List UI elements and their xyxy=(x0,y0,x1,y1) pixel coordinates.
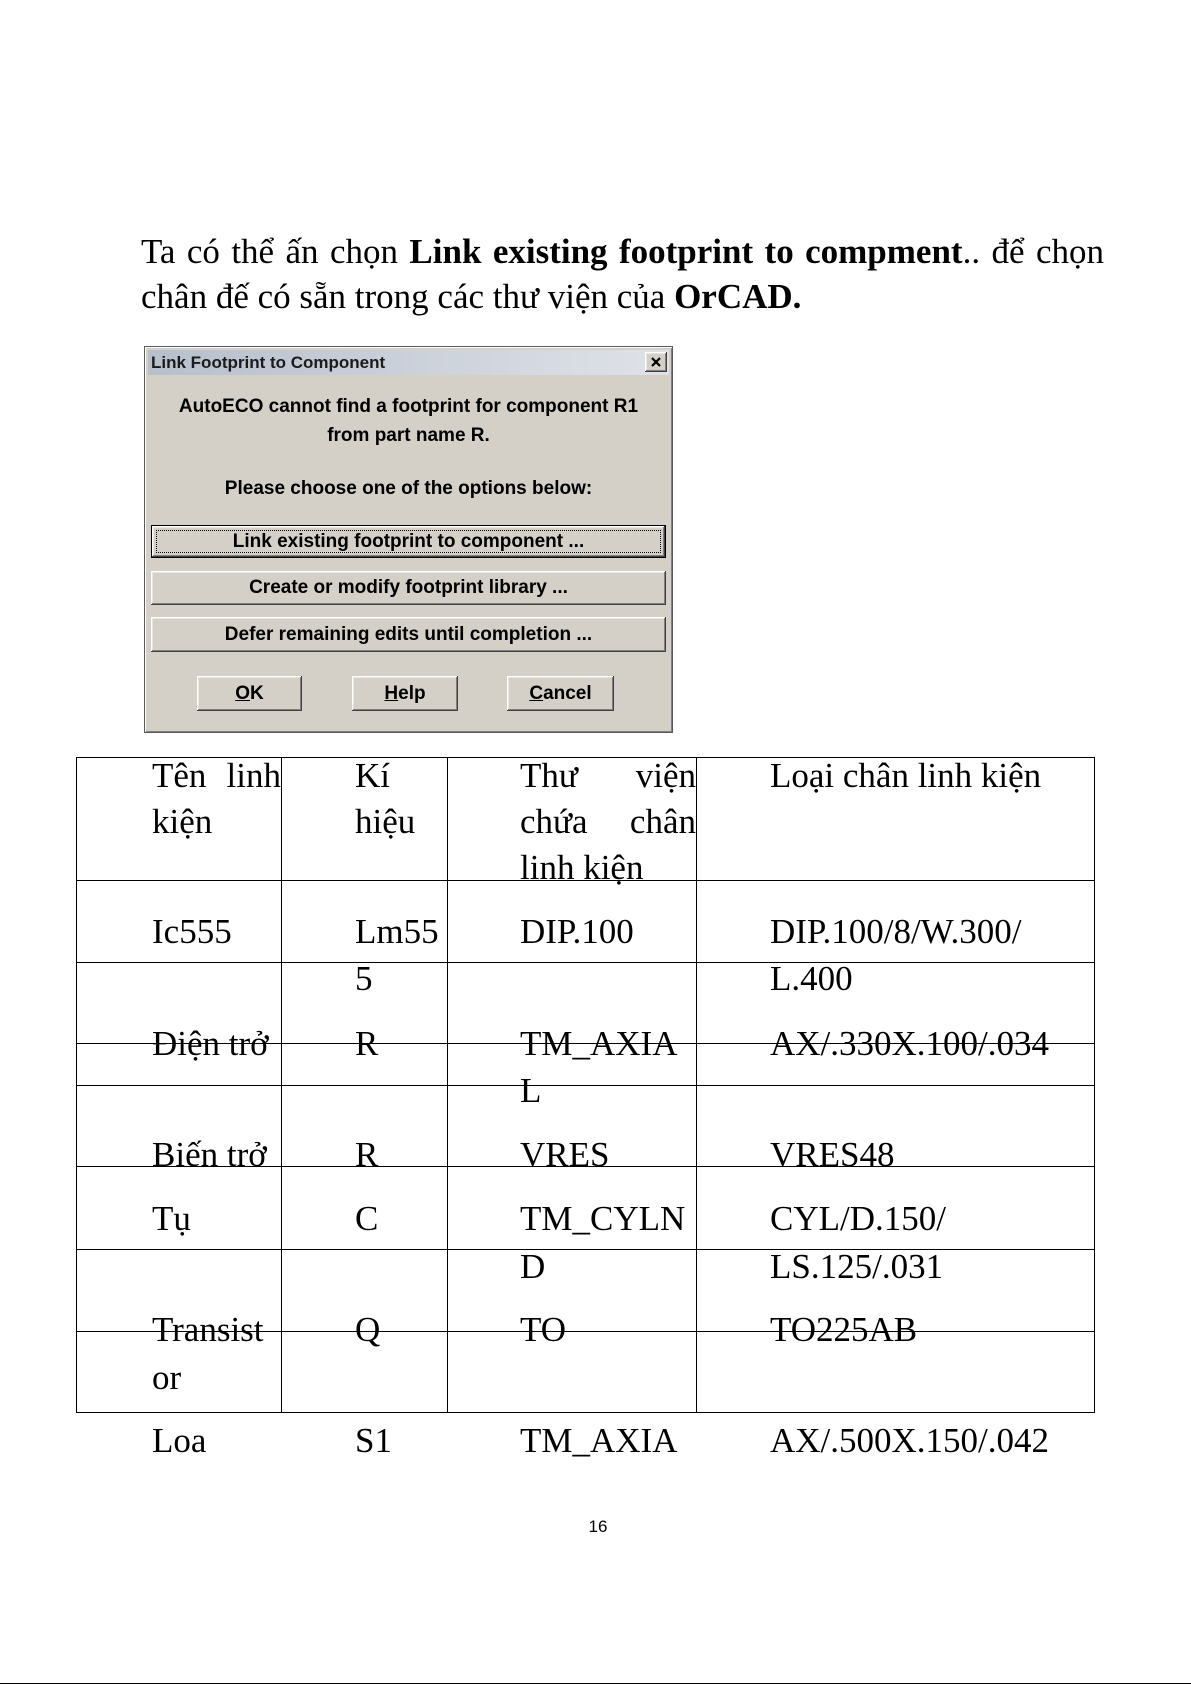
cell-library: TM_AXIA xyxy=(520,1421,678,1460)
cell-footprint: L.400 xyxy=(770,959,853,998)
cell-library: TO xyxy=(520,1310,567,1349)
header-library: linh kiện xyxy=(520,848,644,887)
dialog-message-line-1: AutoECO cannot find a footprint for component R1 xyxy=(178,396,639,417)
cell-component-name: Tụ xyxy=(152,1199,191,1238)
cell-symbol: Q xyxy=(355,1310,381,1349)
header-component-name: kiện xyxy=(152,802,213,841)
table-row-divider xyxy=(77,962,1094,963)
intro-bold-product-name: OrCAD. xyxy=(674,277,802,316)
cell-symbol: Lm55 xyxy=(355,912,439,951)
cell-footprint: LS.125/.031 xyxy=(770,1247,944,1286)
cell-footprint: TO225AB xyxy=(770,1310,918,1349)
cancel-button[interactable] xyxy=(507,676,614,711)
intro-text-continued: .. để chọn xyxy=(962,232,1104,271)
link-footprint-dialog xyxy=(144,346,673,733)
intro-text: Ta có thể ấn chọn xyxy=(141,232,410,271)
cell-footprint: AX/.330X.100/.034 xyxy=(770,1024,1050,1063)
header-symbol: hiệu xyxy=(355,802,416,841)
header-symbol: Kí xyxy=(355,756,390,795)
intro-bold-option-name: Link existing footprint to compment xyxy=(409,232,963,271)
intro-text-line-2: chân đế có sẵn trong các thư viện của xyxy=(141,277,675,316)
link-existing-footprint-button[interactable] xyxy=(151,525,666,558)
create-modify-library-button[interactable] xyxy=(151,571,666,605)
cell-component-name: Biến trở xyxy=(152,1135,267,1174)
page-bottom-rule xyxy=(0,1683,1191,1684)
dialog-title: Link Footprint to Component xyxy=(151,353,386,372)
help-button[interactable] xyxy=(352,676,458,711)
defer-edits-label: Defer remaining edits until completion ... xyxy=(224,623,593,645)
link-existing-footprint-label: Link existing footprint to component ... xyxy=(232,530,585,552)
header-component-name: Tên linh xyxy=(152,756,281,795)
create-modify-library-label: Create or modify footprint library ... xyxy=(249,577,568,598)
cell-component-name: or xyxy=(152,1358,182,1397)
table-row-divider xyxy=(77,1085,1094,1086)
intro-paragraph-line-1 xyxy=(141,232,1104,272)
cancel-label: Cancel xyxy=(529,682,592,704)
cell-component-name: Điện trở xyxy=(152,1024,269,1063)
page-number: 16 xyxy=(588,1517,608,1536)
header-library: Thư viện xyxy=(520,756,696,795)
ok-label: OK xyxy=(235,682,264,704)
close-button[interactable] xyxy=(645,352,667,372)
cell-footprint: VRES48 xyxy=(770,1135,895,1174)
cell-symbol: R xyxy=(355,1135,379,1174)
cell-library: VRES xyxy=(520,1135,610,1174)
cell-component-name: Loa xyxy=(152,1421,207,1460)
intro-paragraph-line-2 xyxy=(141,277,1104,317)
ok-button[interactable] xyxy=(197,676,302,711)
cell-library: L xyxy=(520,1071,542,1110)
cell-symbol: S1 xyxy=(355,1421,392,1460)
dialog-prompt: Please choose one of the options below: xyxy=(224,478,593,499)
dialog-message-line-2: from part name R. xyxy=(327,425,490,446)
dialog-title-bar[interactable] xyxy=(148,350,669,375)
cell-library: D xyxy=(520,1247,546,1286)
header-library: chứa chân xyxy=(520,802,696,841)
cell-symbol: 5 xyxy=(355,959,373,998)
cell-symbol: R xyxy=(355,1024,379,1063)
cell-library: DIP.100 xyxy=(520,912,634,951)
cell-component-name: Ic555 xyxy=(152,912,232,951)
cell-footprint: CYL/D.150/ xyxy=(770,1199,946,1238)
help-label: Help xyxy=(384,682,426,704)
defer-edits-button[interactable] xyxy=(151,617,666,652)
cell-footprint: AX/.500X.150/.042 xyxy=(770,1421,1050,1460)
header-footprint: Loại chân linh kiện xyxy=(770,756,1042,795)
close-icon xyxy=(645,352,667,372)
cell-symbol: C xyxy=(355,1199,379,1238)
cell-library: TM_CYLN xyxy=(520,1199,686,1238)
cell-component-name: Transist xyxy=(152,1310,264,1349)
cell-footprint: DIP.100/8/W.300/ xyxy=(770,912,1022,951)
cell-library: TM_AXIA xyxy=(520,1024,678,1063)
